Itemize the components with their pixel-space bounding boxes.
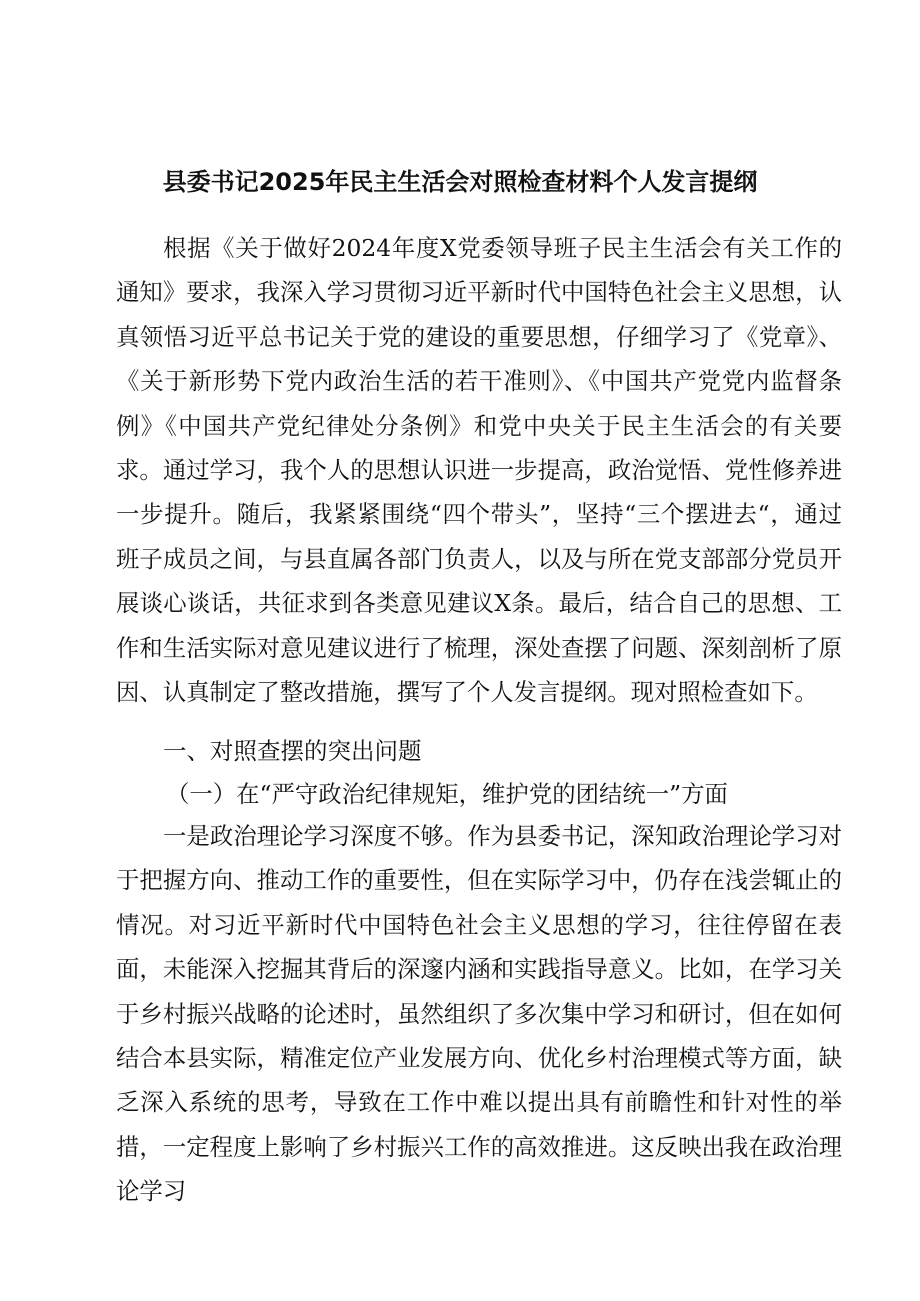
subsection-heading: （一）在“严守政治纪律规矩，维护党的团结统一”方面 (166, 780, 728, 808)
point-paragraph: 一是政治理论学习深度不够。作为县委书记，深知政治理论学习对于把握方向、推动工作的重要性，但在实际学习中，仍存在浅尝辄止的情况。对习近平新时代中国特色社会主义思想的学习，往往停留在表面，未能深入挖掘其背后的深邃内涵和实践指导意义。比如，在学习关于乡村振兴战略的论述时，虽然组织了多次集中学习和研讨，但在如何结合本县实际，精准定位产业发展方向、优化乡村治理模式等方面，缺乏深入系统的思考，导致在工作中难以提出具有前瞻性和针对性的举措，一定程度上影响了乡村振兴工作的高效推进。这反映出我在政治理论学习 (116, 822, 842, 1206)
section-heading: 一、对照查摆的突出问题 (163, 737, 422, 765)
intro-paragraph: 根据《关于做好2024年度X党委领导班子民主生活会有关工作的通知》要求，我深入学习贯彻习近平新时代中国特色社会主义思想，认真领悟习近平总书记关于党的建设的重要思想，仔细学习了《党章》、《关于新形势下党内政治生活的若干准则》、《中国共产党党内监督条例》《中国共产党纪律处分条例》和党中央关于民主生活会的有关要求。通过学习，我个人的思想认识进一步提高，政治觉悟、党性修养进一步提升。随后，我紧紧围绕“四个带头”，坚持“三个摆进去“，通过班子成员之间，与县直属各部门负责人，以及与所在党支部部分党员开展谈心谈话，共征求到各类意见建议X条。最后，结合自己的思想、工作和生活实际对意见建议进行了梳理，深处查摆了问题、深刻剖析了原因、认真制定了整改措施，撰写了个人发言提纲。现对照检查如下。 (116, 234, 842, 707)
document-title: 县委书记2025年民主生活会对照检查材料个人发言提纲 (162, 168, 758, 196)
